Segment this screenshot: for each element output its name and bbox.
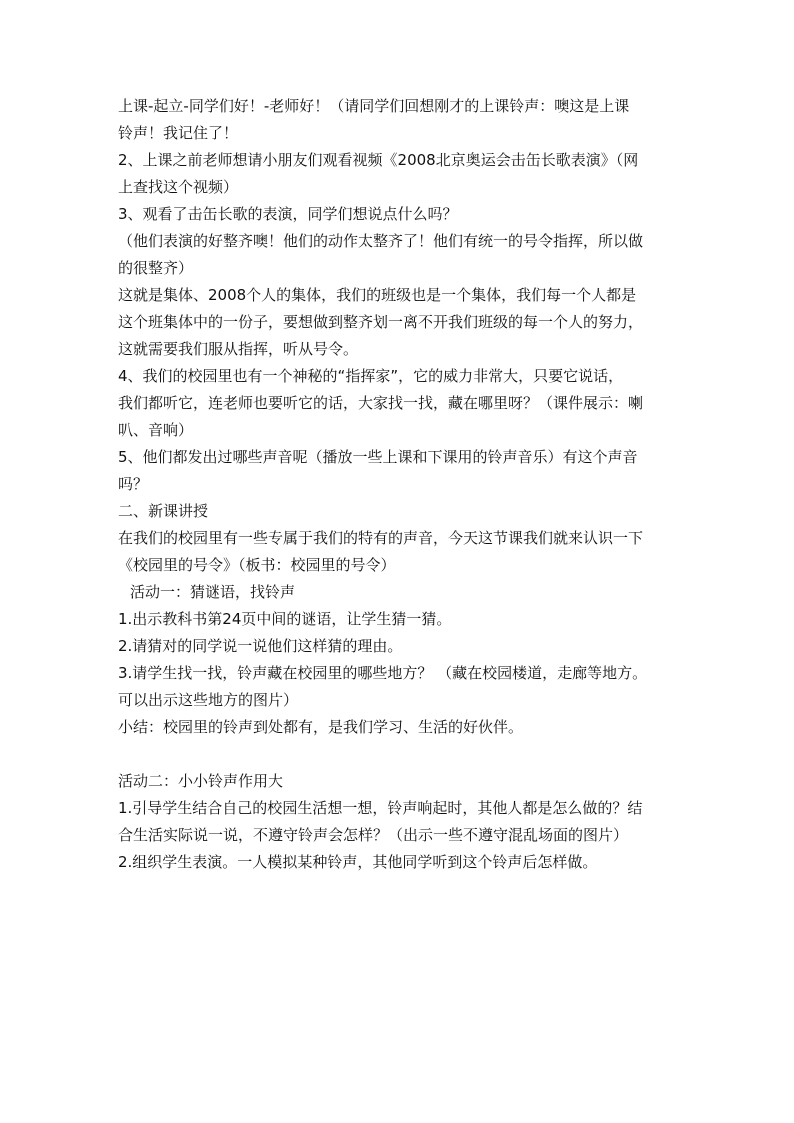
text-line: 3、观看了击缶长歌的表演，同学们想说点什么吗？ bbox=[118, 205, 458, 223]
text-line: 在我们的校园里有一些专属于我们的特有的声音，今天这节课我们就来认识一下 bbox=[118, 529, 644, 547]
text-line: 3.请学生找一找，铃声藏在校园里的哪些地方？ （藏在校园楼道，走廊等地方。 bbox=[118, 664, 648, 682]
text-line: 这就需要我们服从指挥，听从号令。 bbox=[118, 340, 359, 358]
text-line: 《校园里的号令》（板书：校园里的号令） bbox=[118, 556, 396, 574]
summary-line: 小结：校园里的铃声到处都有，是我们学习、生活的好伙伴。 bbox=[118, 718, 524, 736]
blank-line bbox=[118, 741, 688, 768]
text-line: 2.组织学生表演。一人模拟某种铃声，其他同学听到这个铃声后怎样做。 bbox=[118, 853, 598, 871]
text-line: 这个班集体中的一份子，要想做到整齐划一离不开我们班级的每一个人的努力， bbox=[118, 313, 644, 331]
text-line: 5、他们都发出过哪些声音呢（播放一些上课和下课用的铃声音乐）有这个声音 bbox=[118, 448, 638, 466]
text-line: 叭、音响） bbox=[118, 421, 194, 439]
text-line: 我们都听它，连老师也要听它的话，大家找一找，藏在哪里呀？（课件展示：喇 bbox=[118, 394, 644, 412]
text-line: 2.请猜对的同学说一说他们这样猜的理由。 bbox=[118, 637, 403, 655]
text-line: 这就是集体、2008个人的集体，我们的班级也是一个集体，我们每一个人都是 bbox=[118, 286, 637, 304]
text-line: 2、上课之前老师想请小朋友们观看视频《2008北京奥运会击缶长歌表演》（网 bbox=[118, 151, 639, 169]
activity-heading: 活动二：小小铃声作用大 bbox=[118, 772, 284, 790]
activity-heading: 活动一：猜谜语，找铃声 bbox=[130, 583, 296, 601]
text-line: 可以出示这些地方的图片） bbox=[118, 691, 299, 709]
text-line: 合生活实际说一说，不遵守铃声会怎样？（出示一些不遵守混乱场面的图片） bbox=[118, 826, 629, 844]
text-line: 吗？ bbox=[118, 475, 149, 493]
text-line: 1.出示教科书第24页中间的谜语，让学生猜一猜。 bbox=[118, 610, 452, 628]
section-heading: 二、新课讲授 bbox=[118, 502, 209, 520]
document-body bbox=[118, 93, 688, 876]
text-line: 1.引导学生结合自己的校园生活想一想，铃声响起时，其他人都是怎么做的？结 bbox=[118, 799, 643, 817]
text-line: 铃声！我记住了！ bbox=[118, 124, 239, 142]
text-line: 上课-起立-同学们好！-老师好！（请同学们回想刚才的上课铃声：噢这是上课 bbox=[118, 97, 630, 115]
text-line: 4、我们的校园里也有一个神秘的“指挥家”，它的威力非常大，只要它说话， bbox=[118, 367, 624, 385]
text-line: 的很整齐） bbox=[118, 259, 194, 277]
text-line: （他们表演的好整齐噢！他们的动作太整齐了！他们有统一的号令指挥，所以做 bbox=[118, 232, 644, 250]
text-line: 上查找这个视频） bbox=[118, 178, 239, 196]
